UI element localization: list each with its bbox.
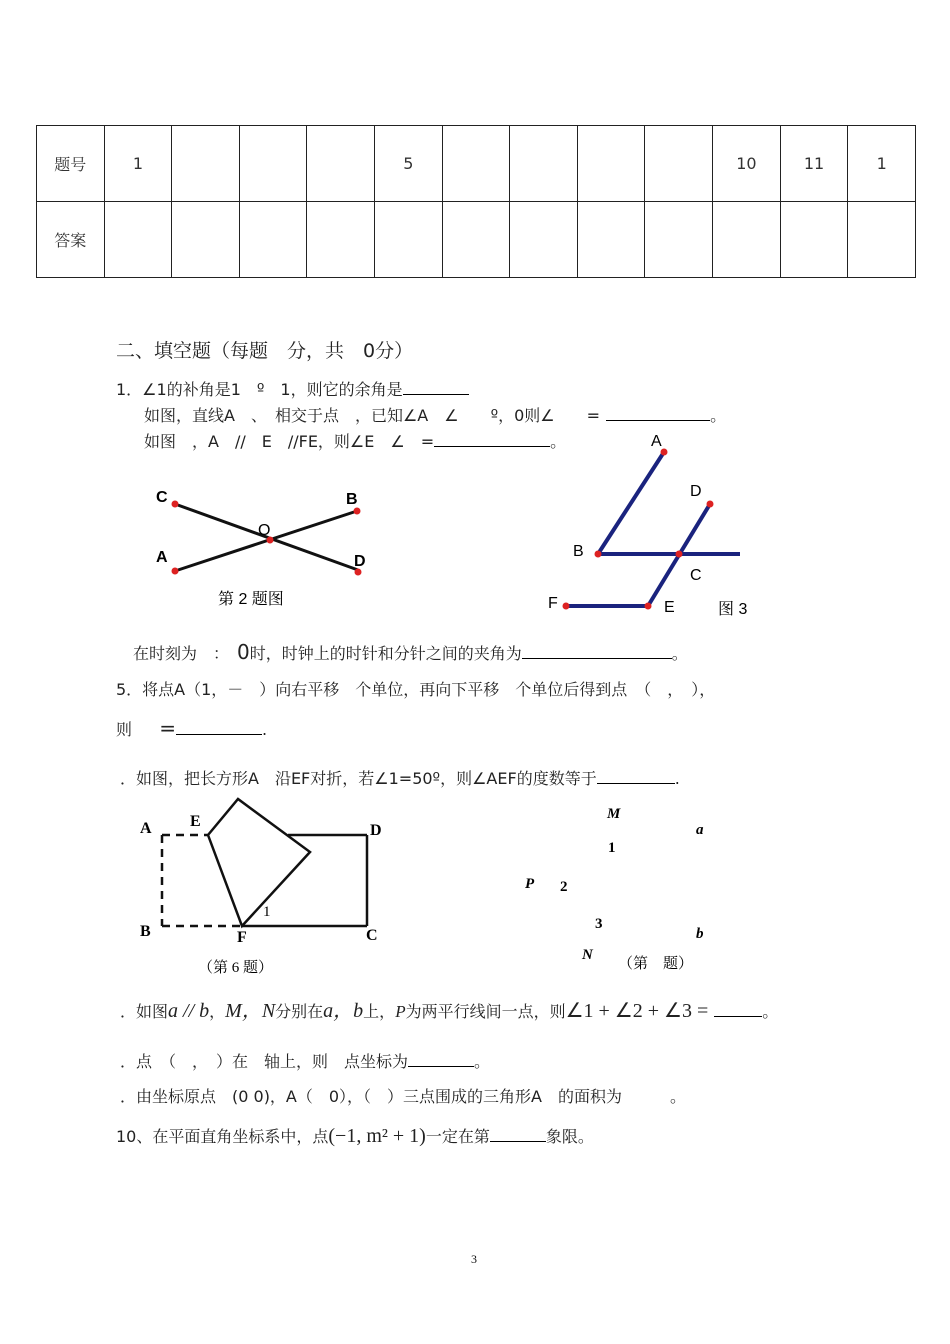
- answer-cell[interactable]: [307, 202, 375, 278]
- answer-blank[interactable]: [597, 767, 675, 784]
- question-1: [116, 377, 469, 400]
- figure-2-caption: 第 2 题图: [218, 591, 284, 608]
- answer-cell[interactable]: [848, 202, 916, 278]
- point-c: [676, 551, 683, 558]
- table-cell: 10: [713, 126, 781, 202]
- table-cell: 1: [104, 126, 172, 202]
- question-8-text: ．点 （ ， ）在 轴上，则 点坐标为: [120, 1052, 409, 1071]
- question-7-mid3: 上，: [363, 1002, 396, 1021]
- label-angle-3: 3: [595, 916, 603, 932]
- table-cell: [239, 126, 307, 202]
- answer-blank[interactable]: [490, 1125, 546, 1142]
- label-m: M: [607, 806, 621, 822]
- page-number: 3: [471, 1252, 477, 1266]
- table-cell: [577, 126, 645, 202]
- question-10-math: (−1, m² + 1): [328, 1125, 426, 1147]
- label-a: a: [696, 822, 704, 838]
- label-d: D: [370, 822, 382, 839]
- question-1-text: 1．∠1的补角是1 º 1，则它的余角是: [116, 380, 403, 399]
- answer-cell[interactable]: [239, 202, 307, 278]
- table-row-answers: [37, 202, 916, 278]
- question-5-dot: .: [262, 720, 268, 739]
- question-7-mid1: ，: [209, 1002, 226, 1021]
- label-angle-1: 1: [263, 904, 271, 920]
- label-e: E: [190, 813, 201, 830]
- label-p: P: [525, 876, 535, 892]
- table-row-numbers: [37, 126, 916, 202]
- question-7-mid2: 分别在: [275, 1002, 324, 1021]
- figure-7: [510, 796, 730, 976]
- table-cell: [307, 126, 375, 202]
- question-6-dot: .: [674, 769, 680, 788]
- point-b: [595, 551, 602, 558]
- table-cell: 11: [780, 126, 848, 202]
- question-6-text: ．如图，把长方形A 沿EF对折，若∠1=50º，则∠AEF的度数等于: [120, 769, 597, 788]
- point-b: [354, 508, 361, 515]
- question-10-post: 一定在第: [425, 1127, 490, 1146]
- point-e: [645, 603, 652, 610]
- label-c: C: [156, 489, 168, 506]
- figure-2: [140, 480, 400, 610]
- table-cell: 1: [848, 126, 916, 202]
- question-10: [116, 1124, 594, 1148]
- question-8-period: 。: [474, 1052, 491, 1071]
- question-5-pre: 则: [116, 720, 133, 739]
- table-cell: 题号: [37, 126, 105, 202]
- label-n: N: [582, 947, 593, 963]
- question-6: [120, 766, 680, 789]
- label-b: B: [573, 543, 584, 560]
- point-c: [172, 501, 179, 508]
- answer-blank[interactable]: [434, 430, 550, 447]
- question-7-math-parallel: a // b: [168, 1000, 210, 1022]
- question-7-math-angles: ∠1 + ∠2 + ∠3 =: [565, 1000, 709, 1022]
- answer-cell[interactable]: [442, 202, 510, 278]
- line-ab: [175, 511, 357, 571]
- label-d: D: [354, 553, 366, 570]
- question-3-text: 如图 ，A // E //FE，则∠E ∠ =: [144, 432, 435, 451]
- label-d: D: [690, 483, 702, 500]
- question-4-post: 时，时钟上的时针和分针之间的夹角为: [249, 644, 522, 663]
- figure-6-caption: （第 6 题）: [198, 960, 274, 976]
- question-10-end: 象限。: [545, 1127, 594, 1146]
- question-4-zero: 0: [237, 640, 250, 664]
- label-c: C: [690, 567, 702, 584]
- answer-table: [36, 125, 916, 278]
- question-5-line2: [116, 716, 267, 740]
- table-cell: [510, 126, 578, 202]
- question-9: ．由坐标原点 (0 0)，A（ 0），（ ）三点围成的三角形A 的面积为 。: [120, 1087, 687, 1106]
- table-cell: [645, 126, 713, 202]
- answer-cell[interactable]: [645, 202, 713, 278]
- table-cell: 5: [375, 126, 443, 202]
- answer-cell[interactable]: [510, 202, 578, 278]
- label-b: B: [140, 923, 151, 940]
- question-4: [133, 640, 688, 664]
- question-5-line1: 5．将点A（1，－ ）向右平移 个单位，再向下平移 个单位后得到点 （ ， ），: [116, 680, 716, 699]
- label-c: C: [366, 927, 378, 944]
- point-d: [707, 501, 714, 508]
- question-2: [144, 403, 726, 426]
- folded-part: [208, 799, 310, 926]
- question-4-pre: 在时刻为 ：: [133, 644, 238, 663]
- answer-blank[interactable]: [403, 378, 469, 395]
- segment-ab: [598, 452, 664, 554]
- answer-blank[interactable]: [522, 642, 672, 659]
- point-f: [563, 603, 570, 610]
- question-7-period: 。: [762, 1002, 779, 1021]
- question-2-period: 。: [710, 406, 727, 425]
- answer-cell[interactable]: [713, 202, 781, 278]
- label-e: E: [664, 599, 675, 616]
- answer-cell[interactable]: [375, 202, 443, 278]
- question-3-period: 。: [550, 432, 567, 451]
- question-7-math-ab: a，b: [323, 1000, 364, 1022]
- question-4-period: 。: [671, 644, 688, 663]
- question-7-pre: ．如图: [120, 1002, 169, 1021]
- table-cell: [442, 126, 510, 202]
- question-8: [120, 1049, 490, 1072]
- figure-3-caption: 图 3: [718, 601, 748, 618]
- question-2-text: 如图，直线A 、 相交于点 ，已知∠A ∠ º，0则∠ =: [144, 406, 601, 425]
- label-angle-2: 2: [560, 879, 568, 895]
- question-7-math-mn: M，N: [225, 1000, 276, 1022]
- question-3: [144, 429, 566, 452]
- table-cell: [172, 126, 240, 202]
- point-a: [172, 568, 179, 575]
- question-7: [120, 994, 778, 1023]
- answer-cell[interactable]: [780, 202, 848, 278]
- figure-6: [130, 790, 410, 980]
- label-f: F: [237, 929, 247, 946]
- answer-cell[interactable]: [577, 202, 645, 278]
- answer-blank[interactable]: [606, 404, 710, 421]
- label-o: O: [258, 522, 271, 539]
- question-5-equals: =: [159, 716, 177, 740]
- label-f: F: [548, 595, 558, 612]
- table-cell: 答案: [37, 202, 105, 278]
- label-a: A: [651, 433, 662, 450]
- answer-blank[interactable]: [714, 1000, 762, 1017]
- label-a: A: [140, 820, 152, 837]
- figure-3: [540, 428, 770, 628]
- label-b: b: [696, 926, 704, 942]
- label-b: B: [346, 491, 358, 508]
- question-7-math-p: P: [395, 1002, 406, 1021]
- answer-cell[interactable]: [172, 202, 240, 278]
- answer-blank[interactable]: [408, 1050, 474, 1067]
- label-angle-1: 1: [608, 840, 616, 856]
- answer-blank[interactable]: [176, 718, 262, 735]
- answer-cell[interactable]: [104, 202, 172, 278]
- figure-7-caption: （第 题）: [618, 954, 694, 972]
- section-title: 二、填空题（每题 分，共 0分）: [116, 340, 414, 362]
- label-a: A: [156, 549, 168, 566]
- question-7-mid4: 为两平行线间一点，则: [405, 1002, 566, 1021]
- question-10-pre: 10、在平面直角坐标系中，点: [116, 1127, 329, 1146]
